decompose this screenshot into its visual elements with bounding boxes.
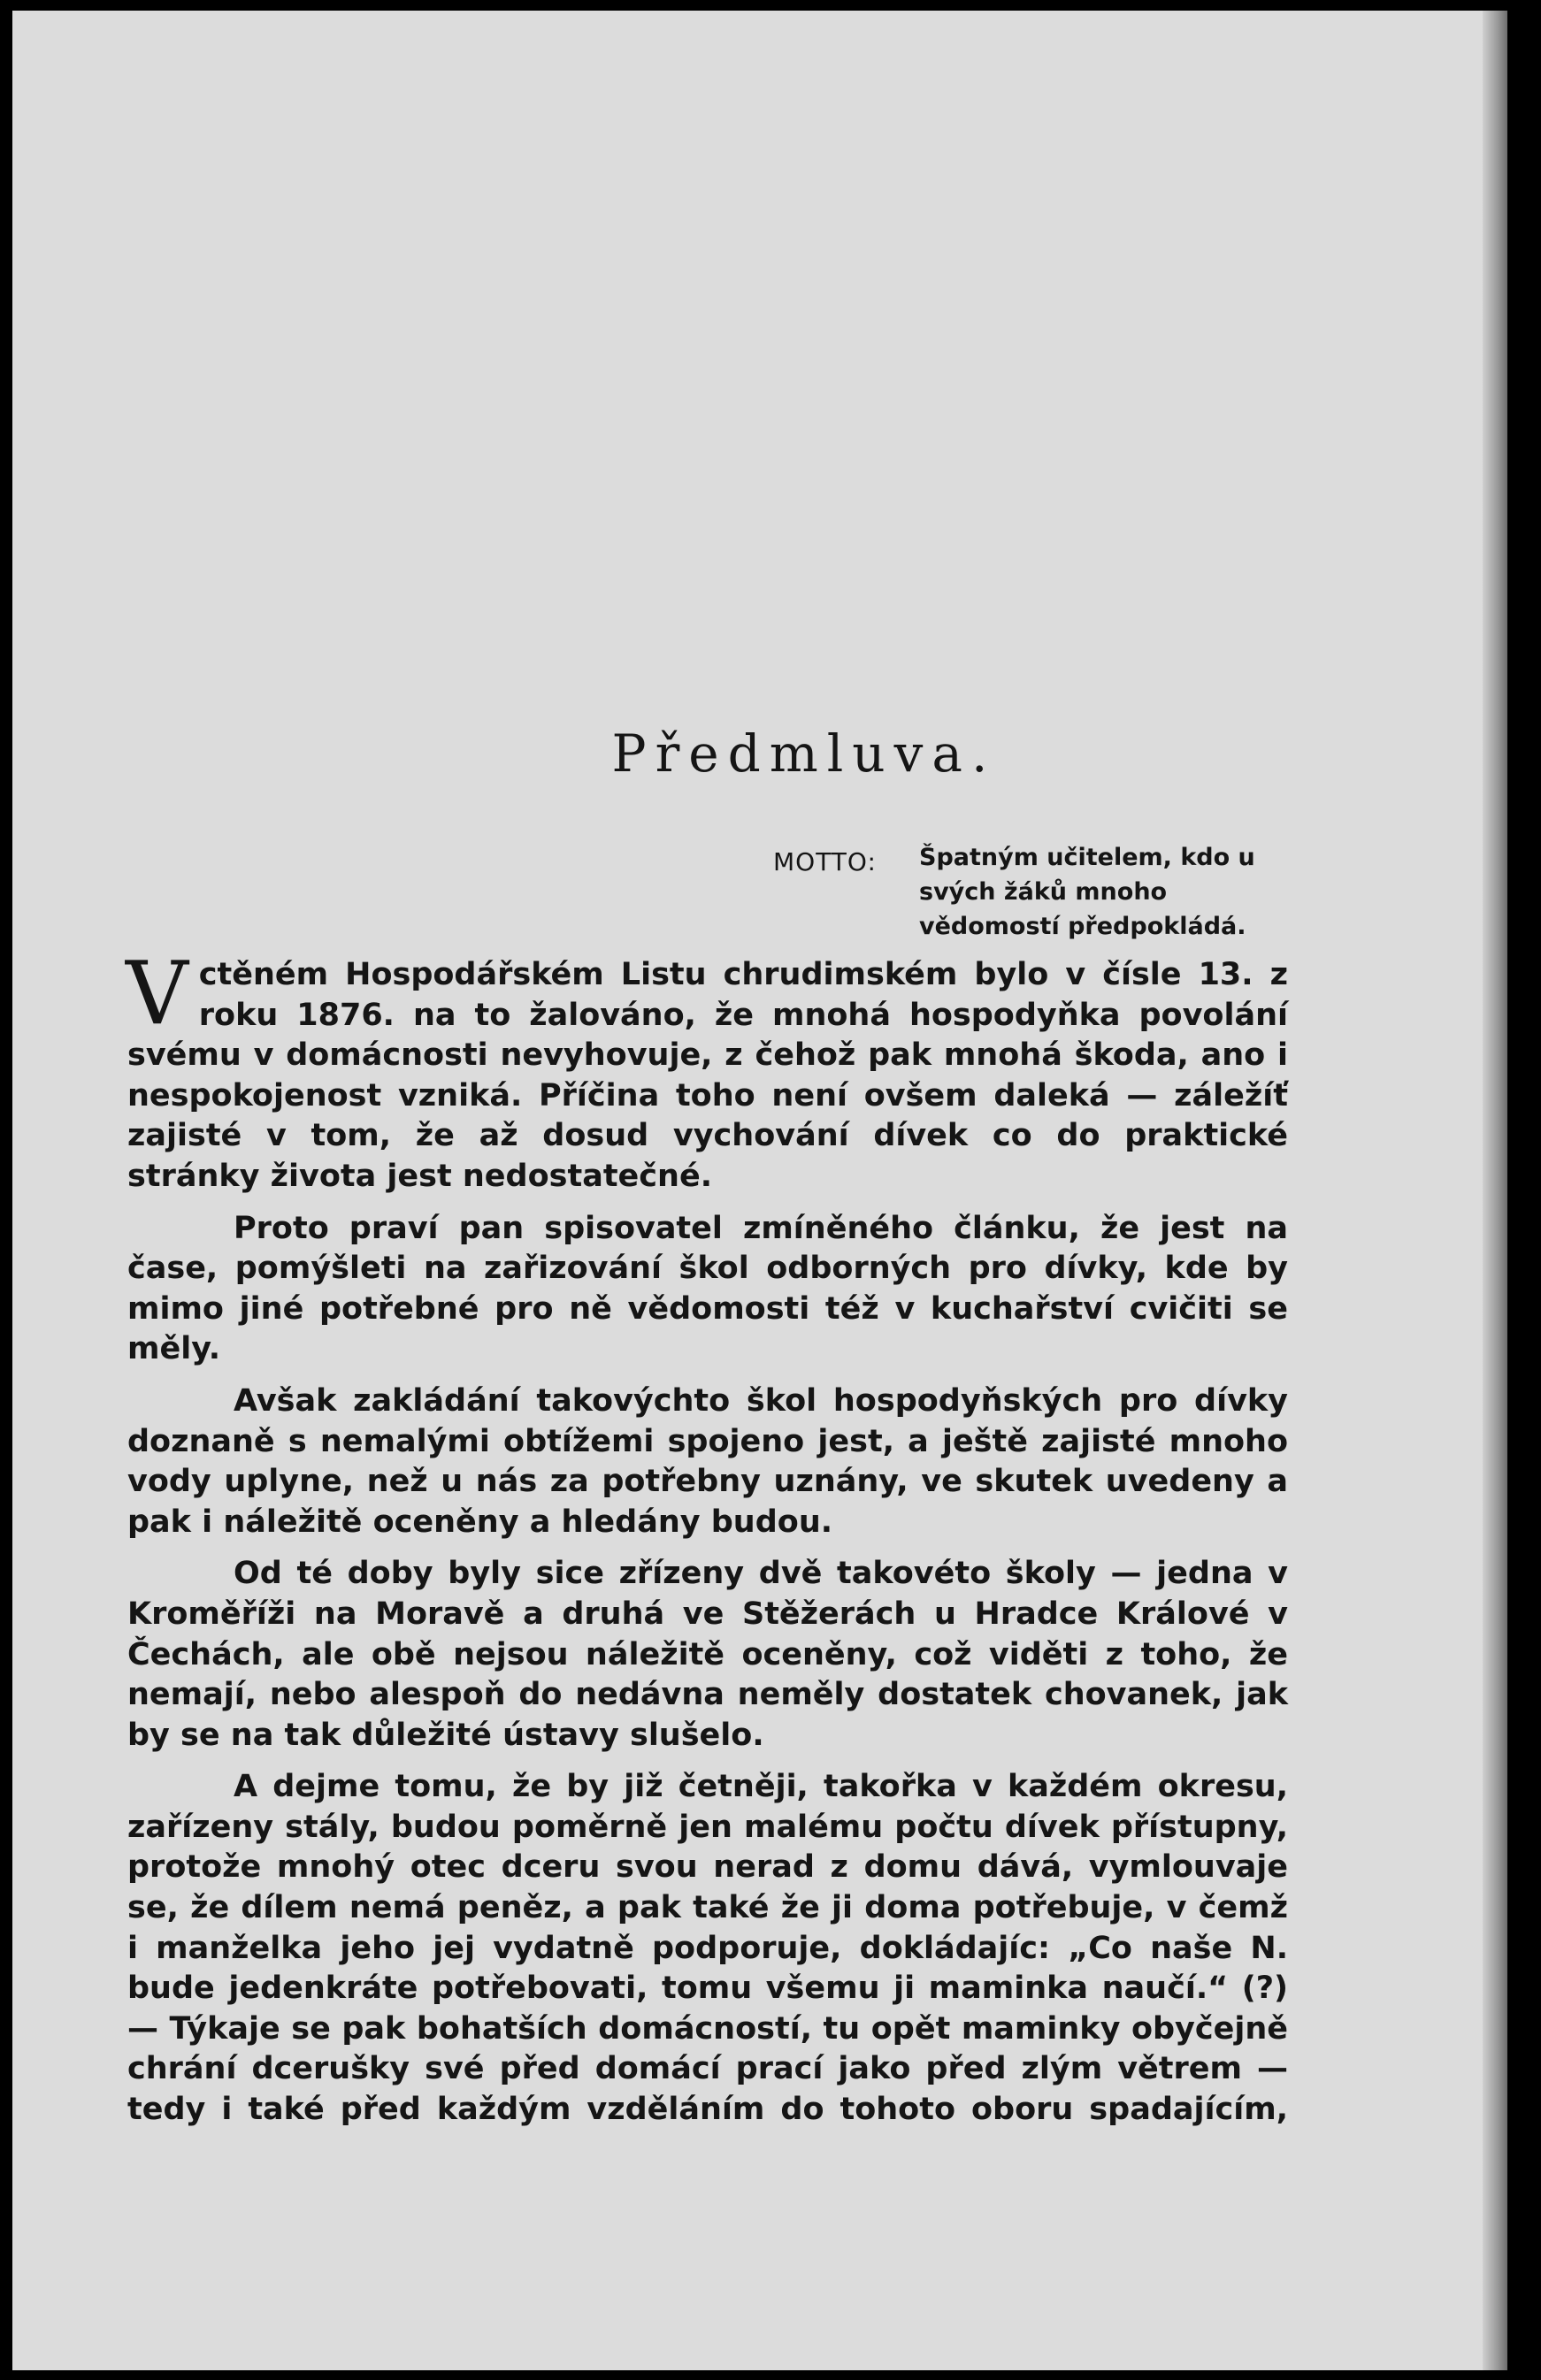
paragraph-5: A dejme tomu, že by již četněji, takořka v každém okresu, zařízeny stály, budou poměrně jen malému počtu dívek přístupny, protože mnohý otec dceru svou nerad z domu dává, vymlouvaje se, že dílem nemá peněz, a pak také že ji doma potřebuje, v čemž i manželka jeho jej vydatně podporuje, dokládajíc: „Co naše N. bude jedenkráte potřebovati, tomu všemu ji maminka naučí.“ (?) — Týkaje se pak bohatších domácností, tu opět maminky obyčejně chrání dcerušky své před domácí prací jako před zlým větrem — tedy i také před každým vzděláním do tohoto oboru spadajícím, (127, 1769, 1288, 2128)
motto-text: Špatným učitelem, kdo u svých žáků mnoho vědomostí předpokládá. (919, 844, 1255, 940)
paragraph-3: Avšak zakládání takovýchto škol hospodyňských pro dívky doznaně s nemalými obtížemi spojeno jest, a ještě zajisté mnoho vody uplyne, než u nás za potřebny uznány, ve skutek uvedeny a pak i náležitě oceněny a hledány budou. (127, 1382, 1288, 1540)
paragraph-2: Proto praví pan spisovatel zmíněného článku, že jest na čase, pomýšleti na zařizování škol odborných pro dívky, kde by mimo jiné potřebné pro ně vědomosti též v kuchařství cvičiti se měly. (127, 1210, 1288, 1367)
scanned-page (12, 11, 1507, 2370)
paragraph-4: Od té doby byly sice zřízeny dvě takovéto školy — jedna v Kroměříži na Moravě a druhá ve Stěžerách u Hradce Králové v Čechách, ale obě nejsou náležitě oceněny, což viděti z toho, že nemají, nebo alespoň do nedávna neměly dostatek chovanek, jak by se na tak důležité ústavy slušelo. (127, 1556, 1288, 1753)
paragraph-1-text: ctěném Hospodářském Listu chrudimském bylo v čísle 13. z roku 1876. na to žalováno, že mnohá hospodyňka povolání svému v domácnosti nevyhovuje, z čehož pak mnohá škoda, ano i nespokojenost vzniká. Příčina toho není ovšem daleká — záležíť zajisté v tom, že až dosud vychování dívek co do praktické stránky života jest nedostatečné. (127, 957, 1288, 1194)
body-text (126, 944, 1288, 2142)
drop-cap: V (126, 944, 188, 1045)
paragraph-1 (126, 944, 1288, 1198)
motto-label: MOTTO: (773, 847, 877, 876)
page-title: Předmluva. (611, 723, 997, 784)
page-edge-shadow (1483, 11, 1507, 2370)
